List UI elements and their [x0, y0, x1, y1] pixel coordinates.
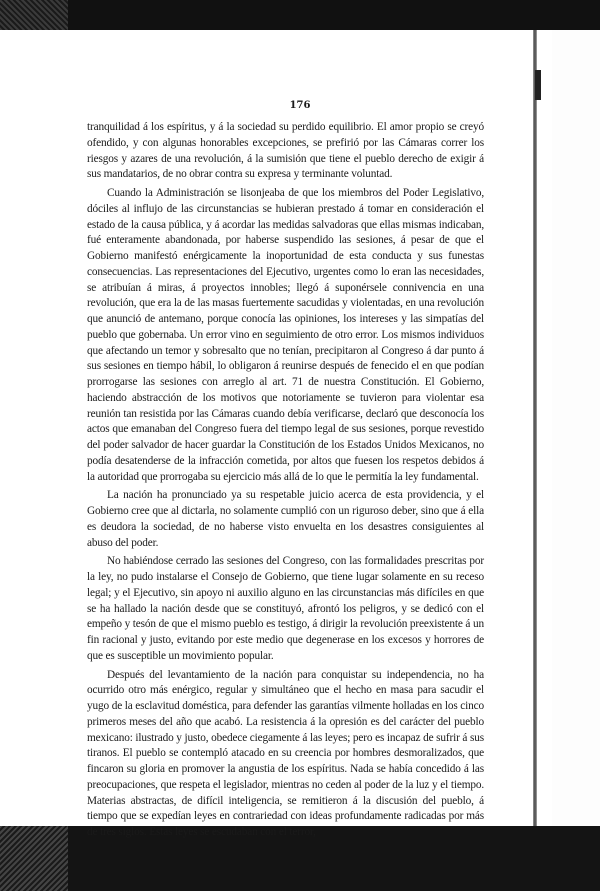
page-number: 176	[289, 100, 311, 111]
paragraph: La nación ha pronunciado ya su respetable juicio acerca de esta providencia, y el Gobierno cree que al dictarla, no solamente cumplió con un riguroso deber, sino que á ella es deudora la sociedad, de no haberse visto envuelta en los desastres consiguientes al abuso del poder.	[87, 489, 484, 549]
scan-margin-right	[552, 30, 600, 826]
scan-border-top	[0, 0, 600, 30]
paragraph: Cuando la Administración se lisonjeaba de que los miembros del Poder Legislativo, dóciles al influjo de las circunstancias se hubieran prestado á tomar en consideración el estado de la causa pública, y á acordar las medidas salvadoras que ellas mismas indicaban, fué enteramente abandonada, por haberse suspendido las sesiones, á pesar de que el Gobierno manifestó enérgicamente la inoportunidad de esta conducta y sus funestas consecuencias. Las representaciones del Ejecutivo, urgentes como lo eran las necesidades, se atribuían á miras, á proyectos innobles; llegó á suponérsele connivencia en una revolución, que era la de las masas fuertemente sacudidas y violentadas, en una revolución que anunció de antemano, porque conocía las opiniones, los intereses y las simpatías del pueblo que gobernaba. Un error vino en seguimiento de otro error. Los mismos individuos que afectando un temor y sobresalto que no tenían, precipitaron al Congreso á dar punto á sus sesiones en tiempo hábil, lo obligaron á reunirse después de fenecido el en que podían prorrogarse las sesiones con arreglo al art. 71 de nuestra Constitución. El Gobierno, haciendo abstracción de los motivos que notoriamente se tuvieron para violentar esa reunión tan resistida por las Cámaras cuando debía verificarse, declaró que desconocía los actos que emanaban del Congreso fuera del tiempo legal de sus sesiones, porque revestido del poder salvador de hacer guardar la Constitución de los Estados Unidos Mexicanos, no podía desatenderse de la infracción cometida, por altos que fuesen los respetos debidos á la autoridad que prorrogaba su ejercicio más allá de lo que le permitía la ley fundamental.	[87, 187, 484, 483]
book-spine-shadow	[533, 30, 537, 826]
paragraph: Después del levantamiento de la nación para conquistar su independencia, no ha ocurrido otro más enérgico, regular y simultáneo que el hecho en masa para sacudir el yugo de la esclavitud doméstica, para defender las garantías vilmente holladas en los cinco primeros meses del año que acabó. La resistencia á la opresión es del carácter del pueblo mexicano: ilustrado y justo, obedece ciegamente á las leyes; pero es incapaz de sufrir á sus tiranos. El pueblo se contempló atacado en su creencia por hombres desmoralizados, que fincaron su gloria en promover la angustia de los espíritus. Nada se había concedido á las preocupaciones, que respeta el legislador, mientras no ceden al poder de la luz y el tiempo. Materias abstractas, de difícil inteligencia, se remitieron á la discusión del pueblo, á tiempo que se expedían leyes en contrariedad con ideas profundamente radicadas por más de tres siglos. Estas leyes se escudaban con el terror,	[87, 668, 484, 838]
spine-mark	[535, 70, 541, 100]
scan-noise-bottom-left	[0, 826, 68, 891]
paragraph: tranquilidad á los espíritus, y á la sociedad su perdido equilibrio. El amor propio se creyó ofendido, y con algunas honorables excepciones, se prefirió por las Cámaras correr los riesgos y azares de una revolución, á la sumisión que tiene el pueblo derecho de exigir á sus mandatarios, de no obrar contra su expresa y terminante voluntad.	[87, 121, 484, 181]
body-text	[87, 120, 484, 844]
paragraph: No habiéndose cerrado las sesiones del Congreso, con las formalidades prescritas por la ley, no pudo instalarse el Consejo de Gobierno, que tiene lugar solamente en su receso legal; y el Ejecutivo, sin apoyo ni auxilio alguno en las circunstancias más difíciles en que se ha hallado la nación desde que se constituyó, afrontó los peligros, y se dedicó con el empeño y tesón de que el mismo pueblo es testigo, á dirigir la revolución preexistente á un fin racional y justo, evitando por este medio que degenerase en los excesos y horrores de que es susceptible un movimiento popular.	[87, 555, 484, 662]
scan-noise-top-left	[0, 0, 68, 30]
